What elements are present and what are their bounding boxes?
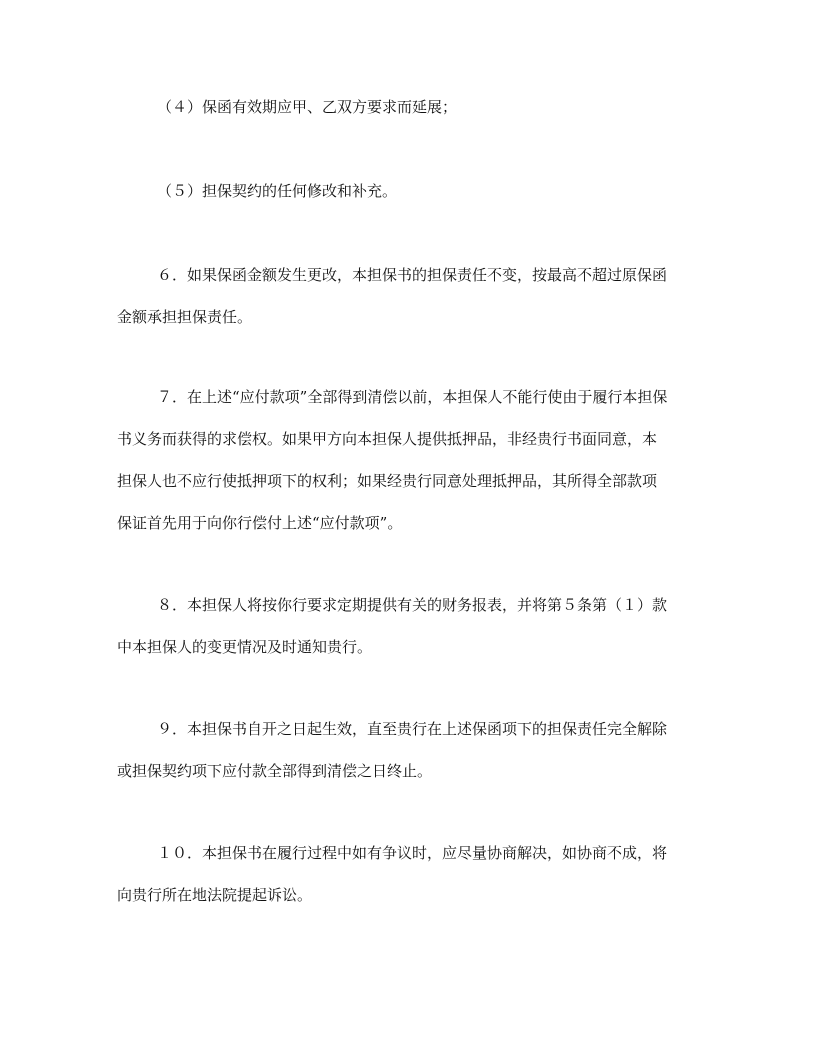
paragraph-line: （４）保函有效期应甲、乙双方要求而延展；: [157, 98, 458, 116]
paragraph-line: 中本担保人的变更情况及时通知贵行。: [117, 638, 373, 656]
paragraph-line: 担保人也不应行使抵押项下的权利；如果经贵行同意处理抵押品，其所得全部款项: [117, 472, 658, 490]
paragraph-line: （５）担保契约的任何修改和补充。: [157, 182, 398, 200]
paragraph-line: ８．本担保人将按你行要求定期提供有关的财务报表，并将第５条第（１）款: [157, 596, 668, 614]
paragraph-line: 书义务而获得的求偿权。如果甲方向本担保人提供抵押品，非经贵行书面同意，本: [117, 430, 658, 448]
paragraph-line: ７．在上述“应付款项”全部得到清偿以前，本担保人不能行使由于履行本担保: [157, 388, 668, 406]
paragraph-line: 保证首先用于向你行偿付上述“应付款项”。: [117, 514, 403, 532]
paragraph-line: ６．如果保函金额发生更改，本担保书的担保责任不变，按最高不超过原保函: [157, 266, 668, 284]
paragraph-line: ９．本担保书自开之日起生效，直至贵行在上述保函项下的担保责任完全解除: [157, 720, 668, 738]
paragraph-line: 向贵行所在地法院提起诉讼。: [117, 886, 313, 904]
paragraph-line: 金额承担担保责任。: [117, 308, 253, 326]
paragraph-line: １０．本担保书在履行过程中如有争议时，应尽量协商解决，如协商不成，将: [157, 844, 668, 862]
paragraph-line: 或担保契约项下应付款全部得到清偿之日终止。: [117, 762, 433, 780]
